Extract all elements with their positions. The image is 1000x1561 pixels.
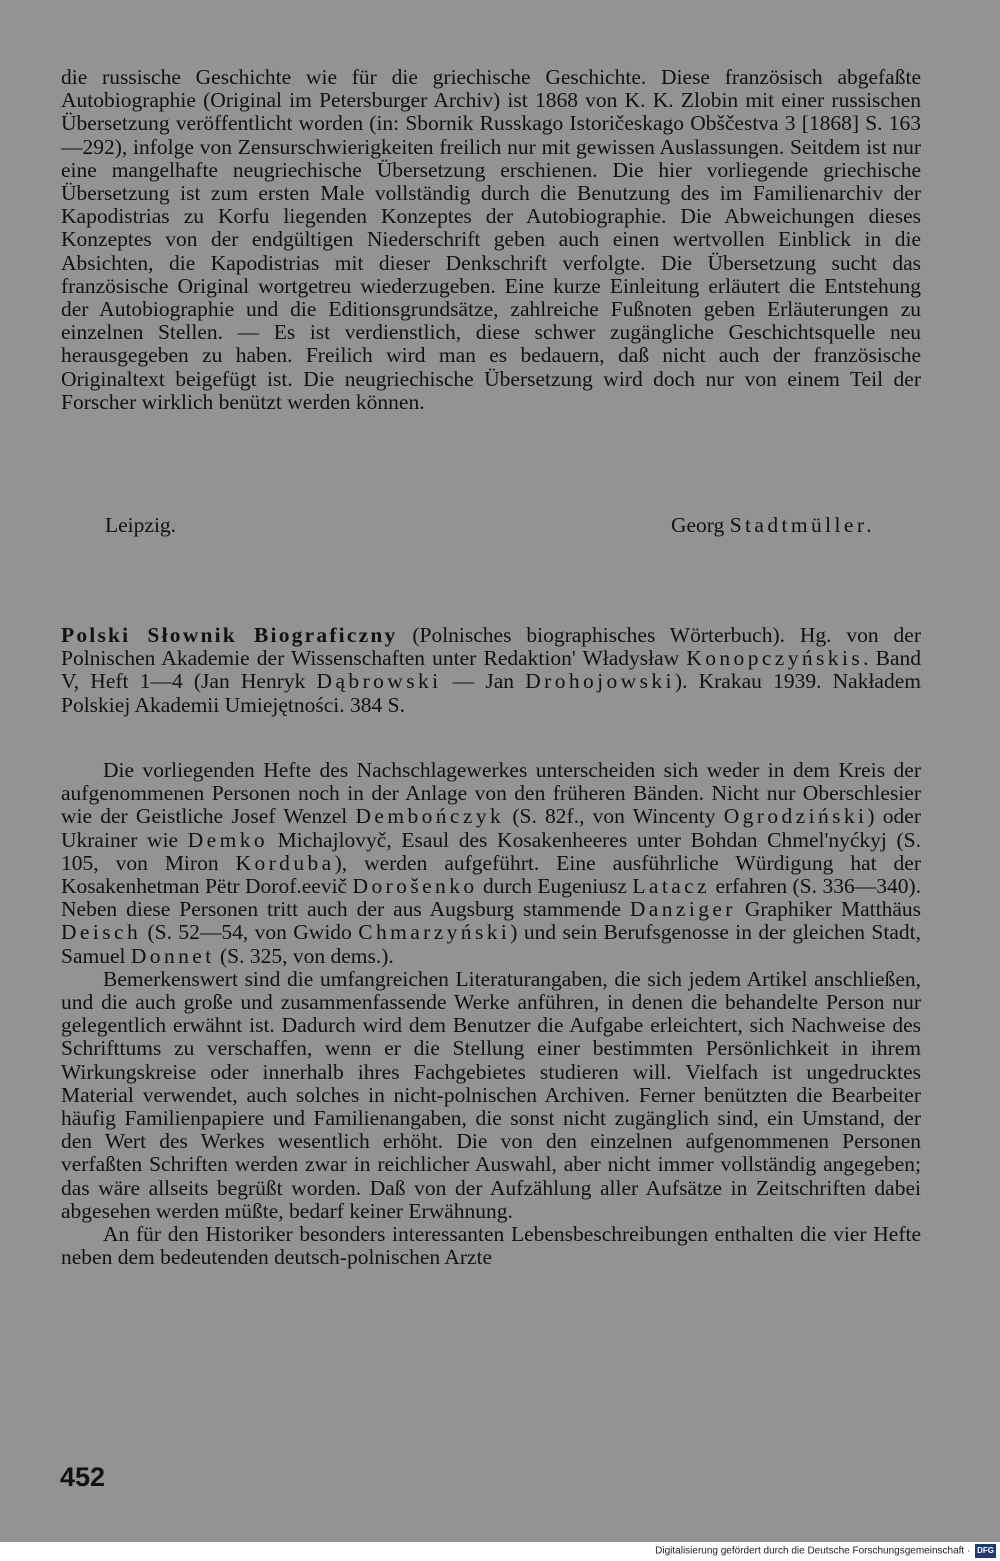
dfg-logo-icon: DFG bbox=[975, 1544, 996, 1558]
person-name: Chmarzyński bbox=[358, 920, 511, 945]
body-text: (S. 52—54, von Gwido bbox=[141, 920, 359, 945]
citation-text: (Polnisches biographisches Wörterbuch). Hg. von der Polnischen Akademie der Wissenschaften unter Redaktion' Władysław bbox=[61, 623, 921, 671]
review-paragraph-1 bbox=[61, 759, 921, 968]
person-name: Ogrodziński bbox=[723, 804, 868, 829]
reviewer-last-name: Stadtmüller. bbox=[729, 513, 875, 537]
review-citation bbox=[61, 624, 921, 717]
body-text: Michajlovyč, Esaul des Kosakenheeres unter Bohdan Chmel'nyćkyj (S. 105, von Miron bbox=[61, 827, 922, 875]
citation-text: — Jan bbox=[441, 669, 526, 694]
person-name: Korduba bbox=[235, 850, 335, 875]
previous-review-text bbox=[61, 66, 921, 414]
body-text: (S. 325, von dems.). bbox=[214, 943, 394, 968]
review-bibliographic-header bbox=[61, 624, 921, 717]
citation-text: ). Krakau 1939. Nakładem Polskiej Akademii Umiejętności. 384 S. bbox=[61, 669, 921, 717]
body-text: ) oder Ukrainer wie bbox=[61, 804, 921, 852]
person-name: Donnet bbox=[130, 943, 215, 968]
signature-place: Leipzig. bbox=[105, 513, 177, 537]
review-paragraph-3: An für den Historiker besonders interessanten Lebensbeschreibungen enthalten die vier Hefte neben dem bedeutenden deutsch-polnischen Arzte bbox=[61, 1222, 921, 1270]
body-text: Graphiker Matthäus bbox=[735, 897, 921, 922]
range-start-name: Dąbrowski bbox=[316, 669, 442, 694]
person-name: Latacz bbox=[632, 874, 711, 899]
person-name: Dorošenko bbox=[352, 874, 478, 899]
previous-review-paragraph: die russische Geschichte wie für die griechische Geschichte. Diese französisch abgefaßte Autobiographie (Original im Petersburger Archiv) ist 1868 von K. K. Zlobin mit einer russischen Übersetzung veröffentlicht worden (in: Sbornik Russkago Istoričeskago Obščestva 3 [1868] S. 163—292), infolge von Zensurschwierigkeiten freilich nur mit gewissen Auslassungen. Seitdem ist nur eine mangelhafte neugriechische Übersetzung erschienen. Die hier vorliegende griechische Übersetzung ist zum ersten Male vollständig durch die Benutzung des im Familienarchiv der Kapodistrias zu Korfu liegenden Konzeptes der Autobiographie. Die Abweichungen dieses Konzeptes von der endgültigen Niederschrift geben auch einen wertvollen Einblick in die Absichten, die Kapodistrias mit dieser Denkschrift verfolgte. Die Übersetzung sucht das französische Original wortgetreu wiederzugeben. Eine kurze Einleitung erläutert die Entstehung der Autobiographie und die Editionsgrundsätze, zahlreiche Fußnoten geben Erläuterungen zu einzelnen Stellen. — Es ist verdienstlich, diese schwer zugängliche Geschichtsquelle neu herausgegeben zu haben. Freilich wird man es bedauern, daß nicht auch der französische Originaltext beigefügt ist. Die neugriechische Übersetzung wird doch nur von einem Teil der Forscher wirklich benützt werden können. bbox=[61, 65, 921, 414]
person-name: Deisch bbox=[61, 920, 142, 945]
reviewer-first-name: Georg bbox=[670, 513, 725, 537]
body-text: (S. 82f., von Wincenty bbox=[504, 804, 724, 829]
digitization-footer bbox=[655, 1544, 996, 1559]
review-paragraph-2: Bemerkenswert sind die umfangreichen Literaturangaben, die sich jedem Artikel anschließen, und die auch große und zusammenfassende Werke anführen, in denen die behandelte Person nur gelegentlich erwähnt ist. Dadurch wird dem Benutzer die Aufgabe erleichtert, sich Nachweise des Schrifttums zu verschaffen, wenn er die Stellung einer bestimmten Persönlichkeit in ihrem Wirkungskreise oder innerhalb ihres Fachgebietes studieren will. Vielfach ist ungedrucktes Material verwendet, auch solches in nicht-polnischen Archiven. Ferner benützten die Bearbeiter häufig Familienpapiere und Familienangaben, die sonst nicht zugänglich sind, ein Umstand, der den Wert des Werkes wesentlich erhöht. Die von den einzelnen aufgenommenen Personen verfaßten Schriften werden zwar in reichlicher Auswahl, aber nicht immer vollständig angegeben; das wäre allseits begrüßt worden. Daß von der Aufzählung aller Aufsätze in Zeitschriften dabei abgesehen werden müßte, bedarf keiner Erwähnung. bbox=[61, 966, 921, 1223]
book-title: Polski Słownik Biograficzny bbox=[61, 623, 398, 647]
editor-name: Konopczyńskis bbox=[686, 646, 864, 671]
signature-reviewer bbox=[671, 514, 875, 537]
body-text: Die vorliegenden Hefte des Nachschlagewerkes unterscheiden sich weder in dem Kreis der aufgenommenen Personen noch in der Anlage von den früheren Bänden. Nicht nur Oberschlesier wie der Geistliche Josef Wenzel bbox=[61, 758, 921, 829]
page-number: 452 bbox=[60, 1462, 106, 1492]
body-text: durch Eugeniusz bbox=[477, 874, 633, 899]
footer-credit: Digitalisierung gefördert durch die Deutsche Forschungsgemeinschaft · bbox=[655, 1545, 974, 1557]
body-text: ), werden aufgeführt. Eine ausführliche Würdigung hat der Kosakenhetman Pëtr Dorof.eevič bbox=[61, 850, 922, 899]
range-end-name: Drohojowski bbox=[525, 669, 675, 694]
review-body bbox=[61, 759, 921, 1269]
body-text: ) und sein Berufsgenosse in der gleichen Stadt, Samuel bbox=[61, 920, 921, 968]
person-name: Dembończyk bbox=[355, 804, 505, 829]
person-name: Demko bbox=[187, 827, 269, 852]
citation-text: . Band V, Heft 1—4 (Jan Henryk bbox=[61, 646, 921, 694]
body-text: erfahren (S. 336—340). Neben diese Personen tritt auch der aus Augsburg stammende bbox=[61, 874, 921, 922]
place-name: Danziger bbox=[629, 897, 736, 922]
